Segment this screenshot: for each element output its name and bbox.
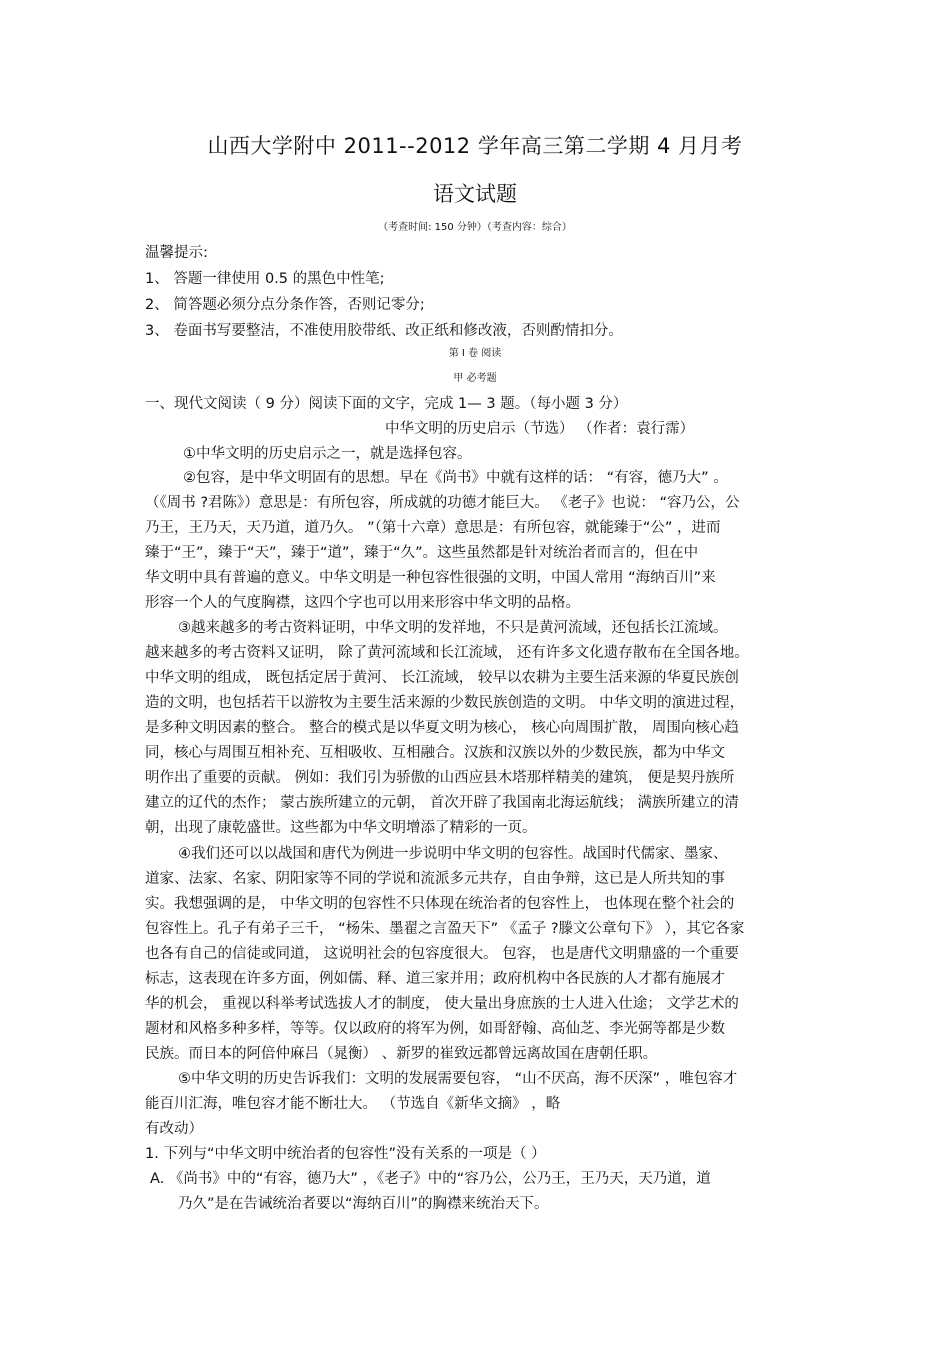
exam-info: （考查时间: 150 分钟）（考查内容：综合） [378, 222, 572, 233]
passage-line: 是多种文明因素的整合。 整合的模式是以华夏文明为核心， 核心向周围扩散， 周围向核心趋 [145, 720, 739, 736]
part-heading: 第 I 卷 阅读 [448, 348, 502, 359]
passage-line: 实。我想强调的是， 中华文明的包容性不只体现在统治者的包容性上， 也体现在整个社会的 [145, 896, 735, 912]
exam-title: 山西大学附中 2011--2012 学年高三第二学期 4 月月考 [207, 134, 743, 158]
passage-line: 朝，出现了康乾盛世。这些都为中华文明增添了精彩的一页。 [145, 820, 537, 836]
passage-line: ⑤中华文明的历史告诉我们：文明的发展需要包容， “山不厌高，海不厌深” ，唯包容才 [178, 1071, 738, 1087]
question-header: 一、现代文阅读（ 9 分）阅读下面的文字，完成 1— 3 题。（每小题 3 分） [145, 396, 628, 412]
passage-line: 中华文明的组成， 既包括定居于黄河、 长江流域， 较早以农耕为主要生活来源的华夏民族创 [145, 670, 739, 686]
passage-line: （《周书 ?君陈》）意思是：有所包容，所成就的功德才能巨大。 《老子》也说： “容乃公，公 [145, 495, 740, 511]
passage-line: 臻于“王”，臻于“天”，臻于“道”，臻于“久”。这些虽然都是针对统治者而言的，但在中 [145, 545, 699, 561]
passage-line: 华的机会， 重视以科举考试选拔人才的制度， 使大量出身庶族的士人进入仕途； 文学艺术的 [145, 996, 739, 1012]
passage-line: 同，核心与周围互相补充、互相吸收、互相融合。汉族和汉族以外的少数民族，都为中华文 [145, 745, 725, 761]
passage-line: 题材和风格多种多样，等等。仅以政府的将军为例，如哥舒翰、高仙芝、李光弼等都是少数 [145, 1021, 725, 1037]
passage-title: 中华文明的历史启示（节选） （作者：袁行霈） [385, 421, 695, 437]
question-1-option-a-continued: 乃久”是在告诫统治者要以“海纳百川”的胸襟来统治天下。 [178, 1196, 549, 1212]
passage-line: 包容性上。孔子有弟子三千， “杨朱、墨翟之言盈天下” 《孟子 ?滕文公章句下》 ），其它各家 [145, 921, 745, 937]
passage-line: 也各有自己的信徒或同道， 这说明社会的包容度很大。 包容， 也是唐代文明鼎盛的一个重要 [145, 946, 739, 962]
passage-line: 造的文明，也包括若干以游牧为主要生活来源的少数民族创造的文明。 中华文明的演进过程， [145, 695, 745, 711]
passage-line: 建立的辽代的杰作； 蒙古族所建立的元朝， 首次开辟了我国南北海运航线； 满族所建立的清 [145, 795, 739, 811]
passage-line: 越来越多的考古资料又证明， 除了黄河流域和长江流域， 还有许多文化遗存散布在全国各地。 [145, 645, 749, 661]
question-1-option-a: A. 《尚书》中的“有容，德乃大” ，《老子》中的“容乃公，公乃王，王乃天，天乃道，道 [150, 1171, 711, 1187]
passage-line: ③越来越多的考古资料证明，中华文明的发祥地，不只是黄河流域，还包括长江流域。 [178, 620, 728, 636]
notice-label: 温馨提示: [145, 245, 208, 261]
passage-line: 道家、法家、名家、阴阳家等不同的学说和流派多元共存，自由争辩，这已是人所共知的事 [145, 871, 725, 887]
sub-heading: 甲 必考题 [453, 373, 497, 384]
passage-line: 明作出了重要的贡献。 例如：我们引为骄傲的山西应县木塔那样精美的建筑， 便是契丹族所 [145, 770, 735, 786]
question-1-stem: 1. 下列与“中华文明中统治者的包容性”没有关系的一项是（ ） [145, 1146, 546, 1162]
notice-item: 2、 简答题必须分点分条作答，否则记零分; [145, 297, 425, 313]
passage-line: 能百川汇海，唯包容才能不断壮大。 （节选自《新华文摘》 ，略 [145, 1096, 561, 1112]
notice-item: 1、 答题一律使用 0.5 的黑色中性笔; [145, 271, 385, 287]
exam-subtitle: 语文试题 [433, 182, 517, 206]
notice-item: 3、 卷面书写要整洁，不准使用胶带纸、改正纸和修改液，否则酌情扣分。 [145, 323, 623, 339]
passage-line: 华文明中具有普遍的意义。中华文明是一种包容性很强的文明，中国人常用 “海纳百川”来 [145, 570, 716, 586]
passage-line: 有改动） [145, 1121, 203, 1137]
passage-line: ④我们还可以以战国和唐代为例进一步说明中华文明的包容性。战国时代儒家、墨家、 [178, 846, 728, 862]
passage-line: 乃王，王乃天，天乃道，道乃久。 ”（第十六章）意思是：有所包容，就能臻于“公” ，进而 [145, 520, 721, 536]
passage-line: 标志，这表现在许多方面，例如儒、释、道三家并用；政府机构中各民族的人才都有施展才 [145, 971, 725, 987]
passage-line: ①中华文明的历史启示之一，就是选择包容。 [183, 446, 472, 462]
passage-line: 民族。而日本的阿倍仲麻吕（晁衡） 、新罗的崔致远都曾远离故国在唐朝任职。 [145, 1046, 658, 1062]
passage-line: ②包容，是中华文明固有的思想。早在《尚书》中就有这样的话： “有容，德乃大” 。 [183, 470, 728, 486]
passage-line: 形容一个人的气度胸襟，这四个字也可以用来形容中华文明的品格。 [145, 595, 580, 611]
